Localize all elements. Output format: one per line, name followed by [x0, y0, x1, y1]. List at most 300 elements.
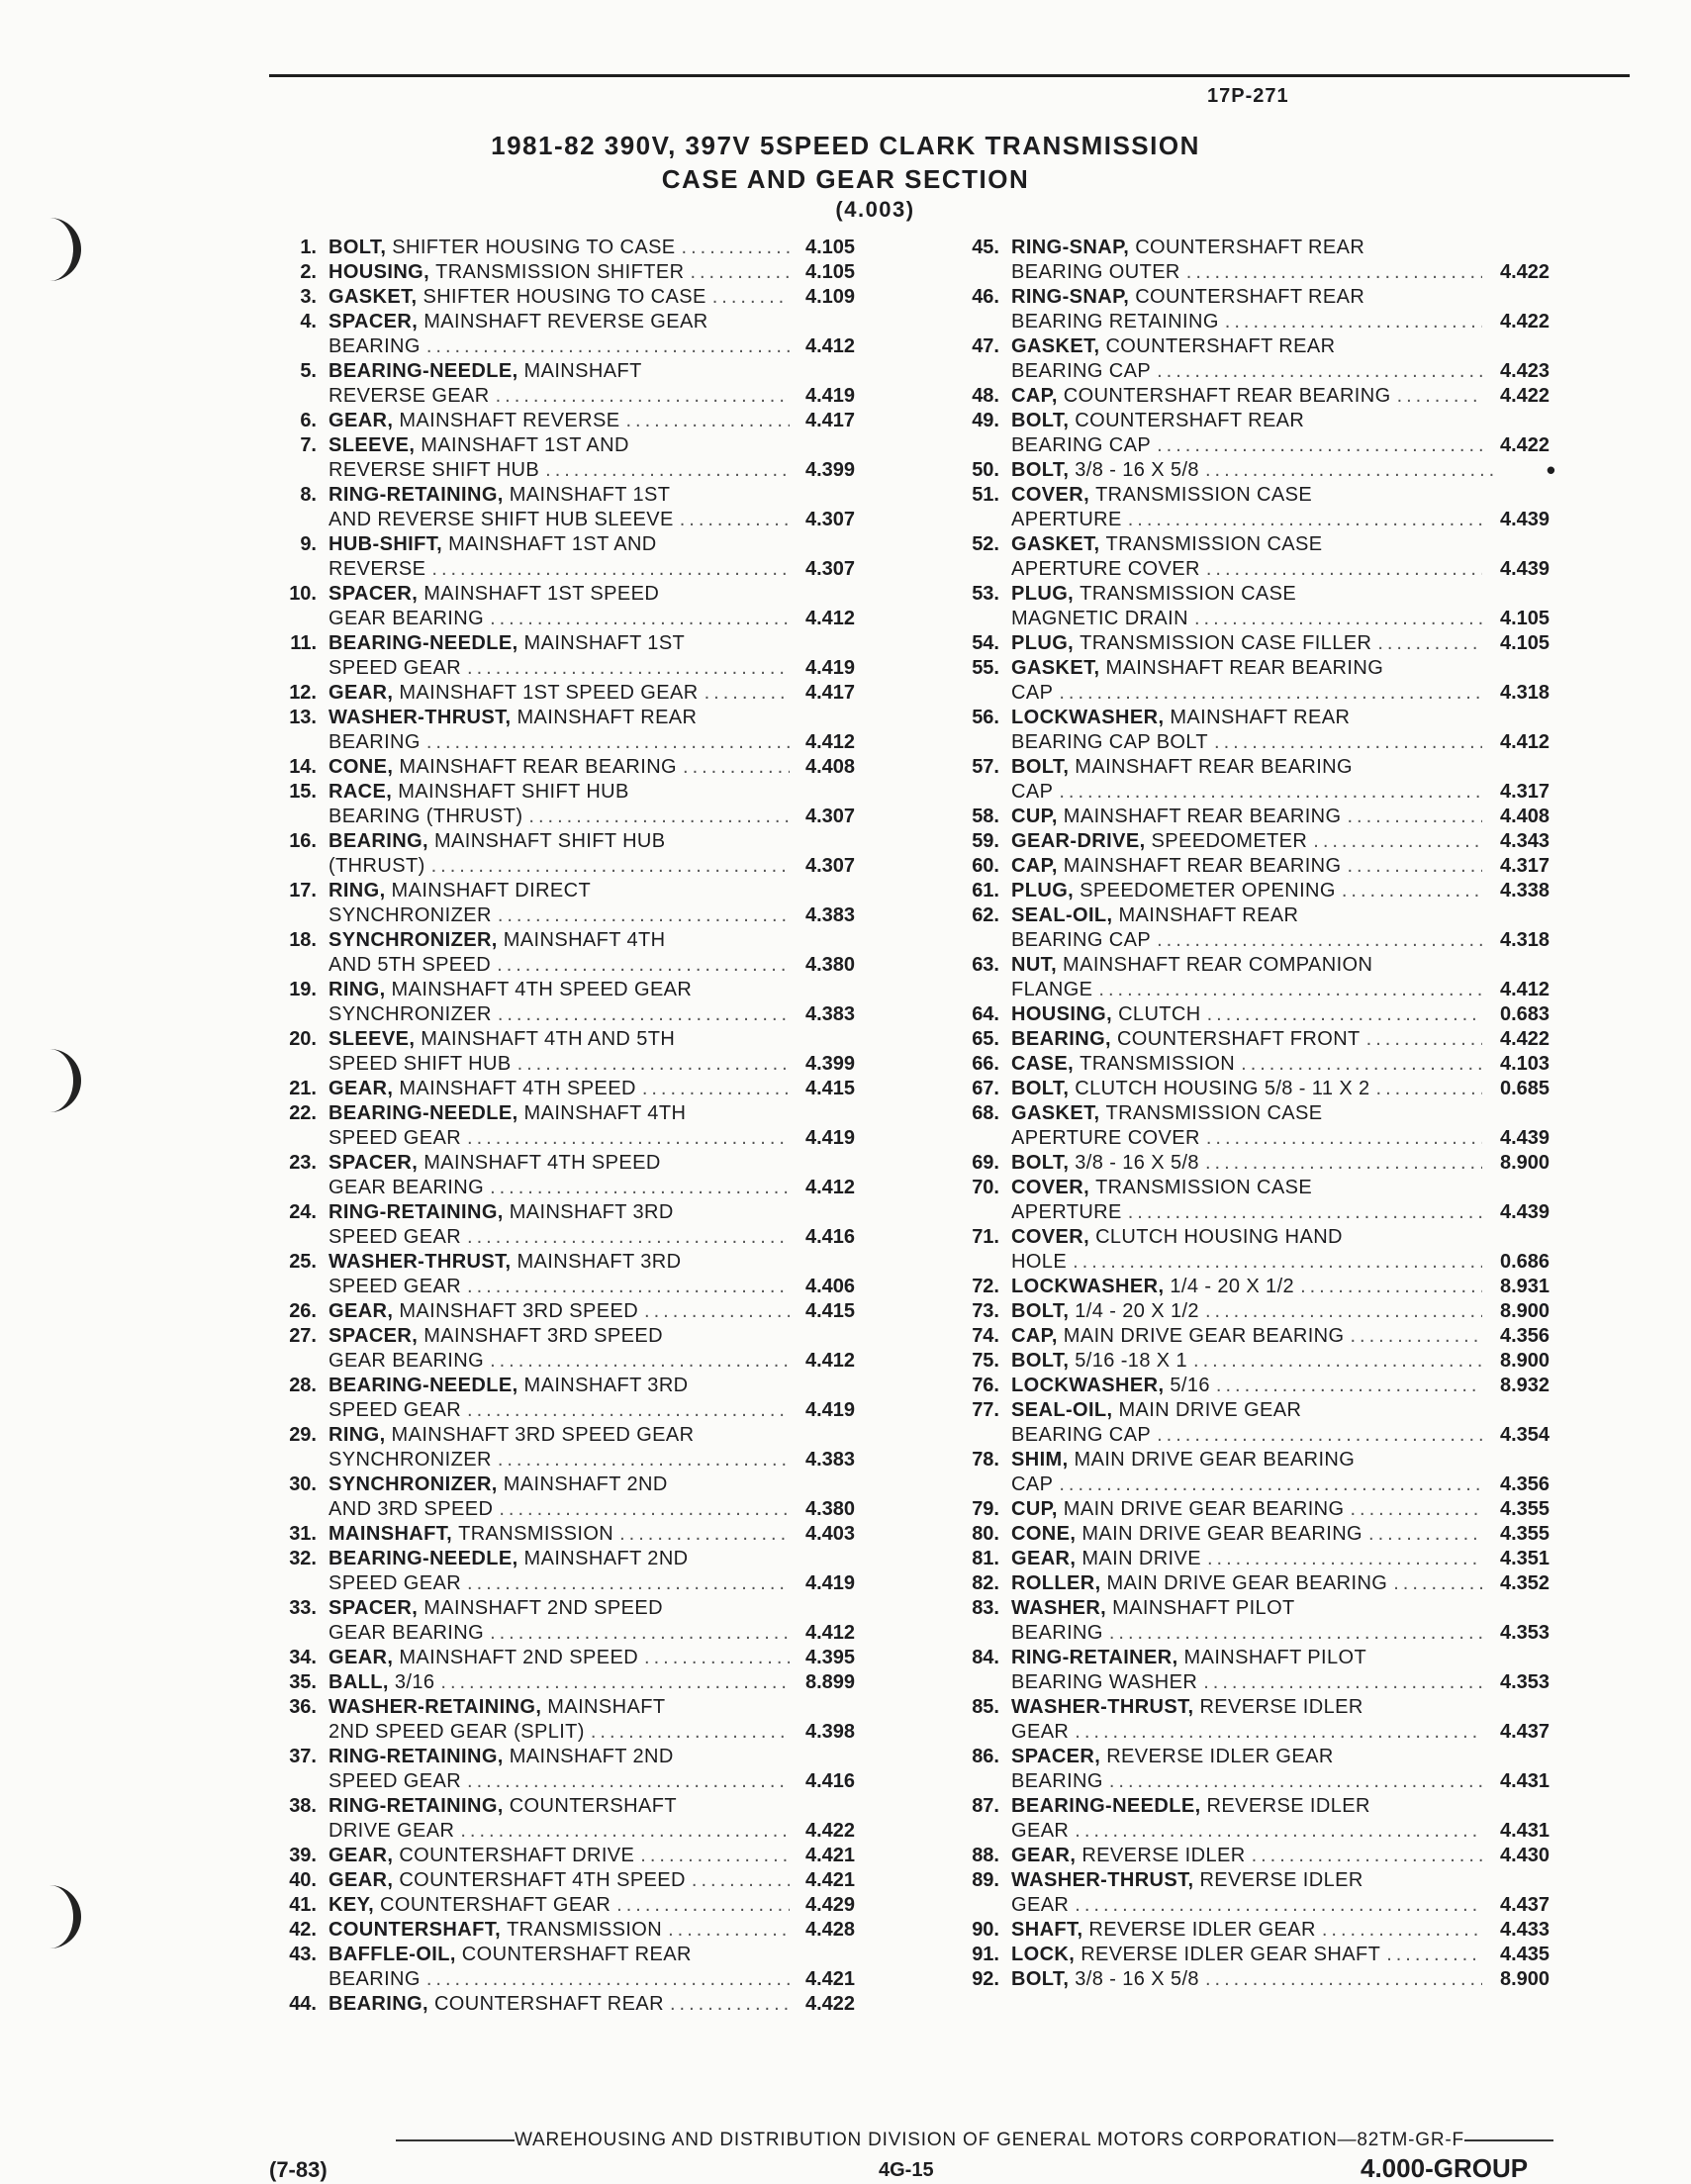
part-detail: COUNTERSHAFT GEAR: [380, 1894, 611, 1916]
item-description: [329, 1918, 790, 1943]
part-detail: MAIN DRIVE GEAR BEARING: [1063, 1498, 1345, 1520]
item-number: 73.: [972, 1300, 999, 1322]
list-item: [942, 1002, 1585, 1027]
item-number: 14.: [289, 756, 317, 778]
group-reference: 4.380: [805, 1498, 856, 1520]
group-reference: 4.105: [805, 237, 856, 258]
item-number: 87.: [972, 1795, 999, 1817]
item-description: [329, 1596, 790, 1646]
page-subtitle: CASE AND GEAR SECTION: [661, 164, 1030, 194]
item-number: 4.: [300, 311, 317, 332]
item-description: [329, 1695, 790, 1745]
list-item: [942, 285, 1585, 334]
item-number: 10.: [289, 583, 317, 605]
item-number: 49.: [972, 410, 999, 431]
leader-dots: [1109, 1769, 1482, 1794]
item-number: 69.: [972, 1152, 999, 1174]
part-name: SPACER,: [329, 1325, 419, 1347]
part-name: SHIM,: [1011, 1449, 1069, 1471]
item-description: [1011, 755, 1482, 805]
item-description: [1011, 1794, 1482, 1844]
part-detail-continued: BEARING: [329, 335, 421, 357]
part-name: RING,: [329, 979, 386, 1000]
part-detail-continued: 2ND SPEED GEAR (SPLIT): [329, 1721, 585, 1743]
item-number: 44.: [289, 1993, 317, 2015]
item-description: [1011, 829, 1482, 854]
item-number: 52.: [972, 533, 999, 555]
part-detail: MAINSHAFT REAR: [1170, 707, 1351, 728]
item-number: 40.: [289, 1869, 317, 1891]
part-detail: MAINSHAFT REAR BEARING: [1063, 806, 1342, 827]
part-name: GASKET,: [329, 286, 418, 308]
item-description: [329, 1250, 790, 1299]
leader-dots: [1059, 780, 1482, 805]
part-name: SPACER,: [1011, 1746, 1101, 1767]
item-number: 78.: [972, 1449, 999, 1471]
part-detail-continued: SPEED GEAR: [329, 657, 462, 679]
leader-dots: [640, 1844, 790, 1868]
part-name: GEAR,: [1011, 1845, 1077, 1866]
group-reference: 4.419: [805, 1399, 856, 1421]
part-name: CUP,: [1011, 1498, 1058, 1520]
part-detail: TRANSMISSION CASE: [1105, 533, 1323, 555]
group-reference: 8.900: [1500, 1968, 1550, 1990]
item-number: 5.: [300, 360, 317, 382]
part-name: GASKET,: [1011, 335, 1100, 357]
part-detail: COUNTERSHAFT 4TH SPEED: [399, 1869, 686, 1891]
item-description: [329, 1943, 790, 1992]
part-detail-continued: APERTURE: [1011, 1201, 1122, 1223]
item-number: 57.: [972, 756, 999, 778]
part-detail-continued: GEAR BEARING: [329, 608, 485, 629]
item-number: 41.: [289, 1894, 317, 1916]
item-number: 17.: [289, 880, 317, 902]
list-item: [259, 1893, 892, 1918]
group-reference: 4.421: [805, 1968, 856, 1990]
group-reference: 4.318: [1500, 929, 1550, 951]
item-description: [1011, 1918, 1482, 1943]
part-name: BALL,: [329, 1671, 389, 1693]
part-detail: TRANSMISSION CASE: [1095, 484, 1313, 506]
item-number: 11.: [290, 632, 317, 654]
part-name: BEARING,: [329, 830, 428, 852]
leader-dots: [1393, 1571, 1482, 1596]
part-detail: SPEEDOMETER: [1151, 830, 1308, 852]
item-number: 8.: [300, 484, 317, 506]
item-description: [329, 483, 790, 532]
leader-dots: [1322, 1918, 1482, 1943]
group-reference: 4.422: [805, 1820, 856, 1842]
part-detail-continued: SYNCHRONIZER: [329, 1449, 492, 1471]
group-reference: 4.419: [805, 1572, 856, 1594]
part-name: GASKET,: [1011, 533, 1100, 555]
part-detail-continued: BEARING OUTER: [1011, 261, 1180, 283]
part-detail: MAINSHAFT 2ND: [503, 1473, 668, 1495]
item-description: [329, 1844, 790, 1868]
part-name: COUNTERSHAFT,: [329, 1919, 502, 1941]
part-detail: MAINSHAFT 3RD: [509, 1201, 674, 1223]
group-reference: 4.103: [1500, 1053, 1550, 1075]
item-number: 39.: [289, 1845, 317, 1866]
leader-dots: [644, 1299, 790, 1324]
item-number: 29.: [289, 1424, 317, 1446]
group-reference: 8.900: [1500, 1350, 1550, 1372]
group-reference: 4.433: [1500, 1919, 1550, 1941]
group-reference: 4.439: [1500, 1201, 1550, 1223]
part-name: CONE,: [1011, 1523, 1077, 1545]
leader-dots: [1075, 1720, 1482, 1745]
group-reference: 8.932: [1500, 1375, 1550, 1396]
part-detail: REVERSE IDLER GEAR: [1106, 1746, 1334, 1767]
list-item: [942, 1646, 1585, 1695]
leader-dots: [1157, 359, 1482, 384]
group-reference: 4.403: [805, 1523, 856, 1545]
leader-dots: [1376, 1077, 1482, 1101]
group-reference: 4.428: [805, 1919, 856, 1941]
leader-dots: [431, 854, 790, 879]
group-reference: 4.412: [805, 335, 856, 357]
list-item: [942, 1299, 1585, 1324]
part-name: BOLT,: [1011, 1350, 1070, 1372]
item-number: 6.: [300, 410, 317, 431]
part-name: BEARING-NEEDLE,: [329, 360, 518, 382]
part-name: GEAR,: [329, 1647, 394, 1668]
item-number: 27.: [289, 1325, 317, 1347]
leader-dots: [1059, 681, 1482, 706]
list-item: [259, 532, 892, 582]
part-detail: COUNTERSHAFT FRONT: [1116, 1028, 1361, 1050]
part-detail: 1/4 - 20 X 1/2: [1075, 1300, 1199, 1322]
group-reference: 4.380: [805, 954, 856, 976]
list-item: [259, 755, 892, 780]
leader-dots: [670, 1992, 790, 2017]
binder-hole: [40, 1049, 81, 1112]
item-number: 86.: [972, 1746, 999, 1767]
leader-dots: [1386, 1943, 1482, 1967]
page-number: 17P-271: [1207, 85, 1289, 107]
part-name: COVER,: [1011, 1177, 1090, 1198]
part-detail: MAINSHAFT 2ND: [509, 1746, 674, 1767]
part-name: GASKET,: [1011, 657, 1100, 679]
leader-dots: [1206, 557, 1482, 582]
item-number: 30.: [289, 1473, 317, 1495]
part-detail-continued: REVERSE GEAR: [329, 385, 490, 407]
list-item: [259, 1101, 892, 1151]
part-detail-continued: BEARING CAP: [1011, 434, 1152, 456]
part-detail: 5/16: [1170, 1375, 1210, 1396]
part-detail-continued: BEARING: [329, 731, 421, 753]
part-detail: TRANSMISSION CASE: [1105, 1102, 1323, 1124]
item-number: 80.: [972, 1523, 999, 1545]
part-name: BEARING-NEEDLE,: [329, 632, 518, 654]
group-reference: 4.317: [1500, 855, 1550, 877]
item-description: [329, 409, 790, 433]
part-detail: MAINSHAFT 3RD SPEED: [423, 1325, 663, 1347]
group-reference: 4.419: [805, 657, 856, 679]
part-detail: COUNTERSHAFT REAR: [1075, 410, 1305, 431]
list-item: [259, 1745, 892, 1794]
item-description: [329, 236, 790, 260]
part-name: GEAR,: [329, 1300, 394, 1322]
item-number: 55.: [972, 657, 999, 679]
item-description: [329, 1893, 790, 1918]
group-reference: 4.338: [1500, 880, 1550, 902]
list-item: [259, 1027, 892, 1077]
list-item: [942, 334, 1585, 384]
part-name: GEAR,: [329, 410, 394, 431]
list-item: [942, 706, 1585, 755]
group-reference: 4.437: [1500, 1721, 1550, 1743]
list-item: [942, 1844, 1585, 1868]
item-number: 63.: [972, 954, 999, 976]
part-name: SPACER,: [329, 311, 419, 332]
part-detail: MAINSHAFT REAR: [517, 707, 698, 728]
page-header: [0, 129, 1691, 224]
item-number: 37.: [289, 1746, 317, 1767]
list-item: [259, 631, 892, 681]
part-detail-continued: SPEED GEAR: [329, 1399, 462, 1421]
leader-dots: [1128, 508, 1482, 532]
part-detail: SHIFTER HOUSING TO CASE: [423, 286, 706, 308]
item-description: [329, 706, 790, 755]
part-detail-continued: APERTURE COVER: [1011, 1127, 1200, 1149]
part-detail: CLUTCH HOUSING 5/8 - 11 X 2: [1075, 1078, 1370, 1099]
part-detail: TRANSMISSION: [458, 1523, 614, 1545]
group-reference: 8.900: [1500, 1300, 1550, 1322]
leader-dots: [690, 260, 790, 285]
list-item: [259, 1646, 892, 1670]
group-reference: 4.421: [805, 1869, 856, 1891]
item-description: [1011, 1299, 1482, 1324]
item-description: [329, 285, 790, 310]
item-description: [329, 755, 790, 780]
item-number: 58.: [972, 806, 999, 827]
item-description: [1011, 1448, 1482, 1497]
item-description: [1011, 1596, 1482, 1646]
part-name: BOLT,: [1011, 1078, 1070, 1099]
part-name: BOLT,: [1011, 459, 1070, 481]
part-detail-continued: SPEED GEAR: [329, 1226, 462, 1248]
item-number: 85.: [972, 1696, 999, 1718]
leader-dots: [1205, 458, 1500, 483]
item-description: [1011, 532, 1482, 582]
list-item: [259, 1670, 892, 1695]
part-detail: REVERSE IDLER: [1199, 1869, 1363, 1891]
list-item: [259, 285, 892, 310]
leader-dots: [668, 1918, 790, 1943]
item-number: 20.: [289, 1028, 317, 1050]
part-detail: MAINSHAFT 1ST SPEED: [423, 583, 660, 605]
part-detail-continued: MAGNETIC DRAIN: [1011, 608, 1188, 629]
part-detail: MAINSHAFT 1ST AND: [448, 533, 657, 555]
group-reference: 4.439: [1500, 509, 1550, 530]
item-description: [329, 1077, 790, 1101]
item-number: 51.: [972, 484, 999, 506]
part-detail-continued: REVERSE SHIFT HUB: [329, 459, 540, 481]
part-name: COVER,: [1011, 1226, 1090, 1248]
part-name: SYNCHRONIZER,: [329, 1473, 498, 1495]
group-reference: 4.412: [805, 1350, 856, 1372]
item-description: [1011, 1547, 1482, 1571]
group-reference: 8.931: [1500, 1276, 1550, 1297]
leader-dots: [642, 1077, 790, 1101]
item-number: 83.: [972, 1597, 999, 1619]
item-description: [1011, 1275, 1482, 1299]
item-number: 24.: [289, 1201, 317, 1223]
parts-list-right: [942, 236, 1585, 1992]
item-description: [1011, 1374, 1482, 1398]
leader-dots: [1073, 1250, 1482, 1275]
group-reference: 4.318: [1500, 682, 1550, 704]
list-item: [259, 1151, 892, 1200]
part-detail: MAIN DRIVE GEAR BEARING: [1074, 1449, 1356, 1471]
item-description: [1011, 1052, 1482, 1077]
item-description: [1011, 334, 1482, 384]
part-detail: MAINSHAFT 3RD SPEED: [399, 1300, 639, 1322]
leader-dots: [591, 1720, 790, 1745]
group-reference: 4.109: [805, 286, 856, 308]
part-name: GEAR,: [329, 682, 394, 704]
part-name: BEARING-NEEDLE,: [329, 1548, 518, 1569]
part-name: GEAR,: [1011, 1548, 1077, 1569]
part-detail: SHIFTER HOUSING TO CASE: [392, 237, 676, 258]
leader-dots: [682, 236, 790, 260]
leader-dots: [692, 1868, 790, 1893]
group-reference: 4.105: [805, 261, 856, 283]
list-item: [942, 1176, 1585, 1225]
group-reference: 4.408: [805, 756, 856, 778]
item-description: [329, 1423, 790, 1472]
leader-dots: [431, 557, 790, 582]
group-reference: 4.422: [1500, 434, 1550, 456]
list-item: [259, 1992, 892, 2017]
list-item: [942, 1151, 1585, 1176]
item-description: [1011, 1002, 1482, 1027]
part-detail: MAINSHAFT PILOT: [1112, 1597, 1295, 1619]
list-item: [942, 409, 1585, 458]
part-detail: MAINSHAFT 4TH: [523, 1102, 687, 1124]
leader-dots: [498, 903, 790, 928]
item-description: [329, 780, 790, 829]
item-description: [1011, 1497, 1482, 1522]
leader-dots: [517, 1052, 790, 1077]
part-detail: TRANSMISSION CASE: [1095, 1177, 1313, 1198]
part-detail: MAINSHAFT REAR COMPANION: [1063, 954, 1373, 976]
item-number: 84.: [972, 1647, 999, 1668]
item-number: 70.: [972, 1177, 999, 1198]
group-reference: 4.417: [805, 410, 856, 431]
item-number: 15.: [289, 781, 317, 803]
list-item: [942, 755, 1585, 805]
leader-dots: [1203, 1670, 1482, 1695]
part-detail-continued: AND REVERSE SHIFT HUB SLEEVE: [329, 509, 674, 530]
part-detail: MAINSHAFT 4TH SPEED: [399, 1078, 636, 1099]
part-detail: COUNTERSHAFT REAR: [1105, 335, 1336, 357]
item-description: [1011, 1398, 1482, 1448]
item-number: 47.: [972, 335, 999, 357]
group-reference: 0.686: [1500, 1251, 1550, 1273]
group-reference: 4.422: [1500, 261, 1550, 283]
part-name: BEARING-NEEDLE,: [329, 1375, 518, 1396]
part-detail-continued: BEARING CAP: [1011, 929, 1152, 951]
leader-dots: [1225, 310, 1482, 334]
group-reference: 0.685: [1500, 1078, 1550, 1099]
leader-dots: [1157, 433, 1482, 458]
footer-rule: [396, 2139, 515, 2141]
list-item: [942, 903, 1585, 953]
leader-dots: [1059, 1472, 1482, 1497]
list-item: [259, 1596, 892, 1646]
item-number: 7.: [300, 434, 317, 456]
item-description: [1011, 1349, 1482, 1374]
part-name: ROLLER,: [1011, 1572, 1101, 1594]
group-reference: •: [1546, 455, 1555, 485]
list-item: [259, 1299, 892, 1324]
group-reference: 4.383: [805, 1003, 856, 1025]
part-detail-continued: SYNCHRONIZER: [329, 1003, 492, 1025]
item-description: [329, 1547, 790, 1596]
part-detail: MAINSHAFT 2ND: [523, 1548, 689, 1569]
group-reference: 4.353: [1500, 1671, 1550, 1693]
group-reference: 4.437: [1500, 1894, 1550, 1916]
leader-dots: [680, 508, 790, 532]
leader-dots: [644, 1646, 790, 1670]
list-item: [259, 879, 892, 928]
part-detail: 5/16 -18 X 1: [1075, 1350, 1188, 1372]
part-detail: MAIN DRIVE: [1081, 1548, 1201, 1569]
item-number: 68.: [972, 1102, 999, 1124]
item-description: [1011, 1967, 1482, 1992]
part-detail: REVERSE IDLER: [1081, 1845, 1246, 1866]
list-item: [259, 1868, 892, 1893]
item-description: [329, 359, 790, 409]
item-description: [1011, 1646, 1482, 1695]
list-item: [942, 953, 1585, 1002]
part-detail-continued: SPEED GEAR: [329, 1276, 462, 1297]
list-item: [942, 1522, 1585, 1547]
part-detail-continued: BEARING WASHER: [1011, 1671, 1198, 1693]
part-detail: MAINSHAFT DIRECT: [391, 880, 592, 902]
item-description: [329, 1794, 790, 1844]
part-name: BEARING-NEEDLE,: [1011, 1795, 1201, 1817]
list-item: [942, 455, 1585, 485]
part-name: PLUG,: [1011, 583, 1075, 605]
leader-dots: [1193, 1349, 1482, 1374]
part-detail: MAINSHAFT 2ND SPEED: [399, 1647, 639, 1668]
part-name: WASHER-THRUST,: [1011, 1696, 1194, 1718]
item-description: [1011, 1745, 1482, 1794]
group-reference: 4.422: [1500, 1028, 1550, 1050]
part-detail: MAINSHAFT SHIFT HUB: [433, 830, 666, 852]
list-item: [259, 582, 892, 631]
group-reference: 4.412: [805, 731, 856, 753]
list-item: [942, 1374, 1585, 1398]
part-name: RACE,: [329, 781, 393, 803]
leader-dots: [1214, 730, 1482, 755]
leader-dots: [498, 1002, 790, 1027]
list-item: [942, 1077, 1585, 1101]
part-name: RING-RETAINING,: [329, 1795, 504, 1817]
part-detail: CLUTCH: [1118, 1003, 1201, 1025]
part-detail: MAINSHAFT REAR: [1118, 904, 1299, 926]
leader-dots: [1350, 1497, 1482, 1522]
item-description: [1011, 1101, 1482, 1151]
list-item: [259, 260, 892, 285]
part-detail: MAINSHAFT 3RD: [523, 1375, 689, 1396]
part-detail: MAINSHAFT SHIFT HUB: [398, 781, 629, 803]
group-reference: 4.415: [805, 1300, 856, 1322]
item-number: 53.: [972, 583, 999, 605]
